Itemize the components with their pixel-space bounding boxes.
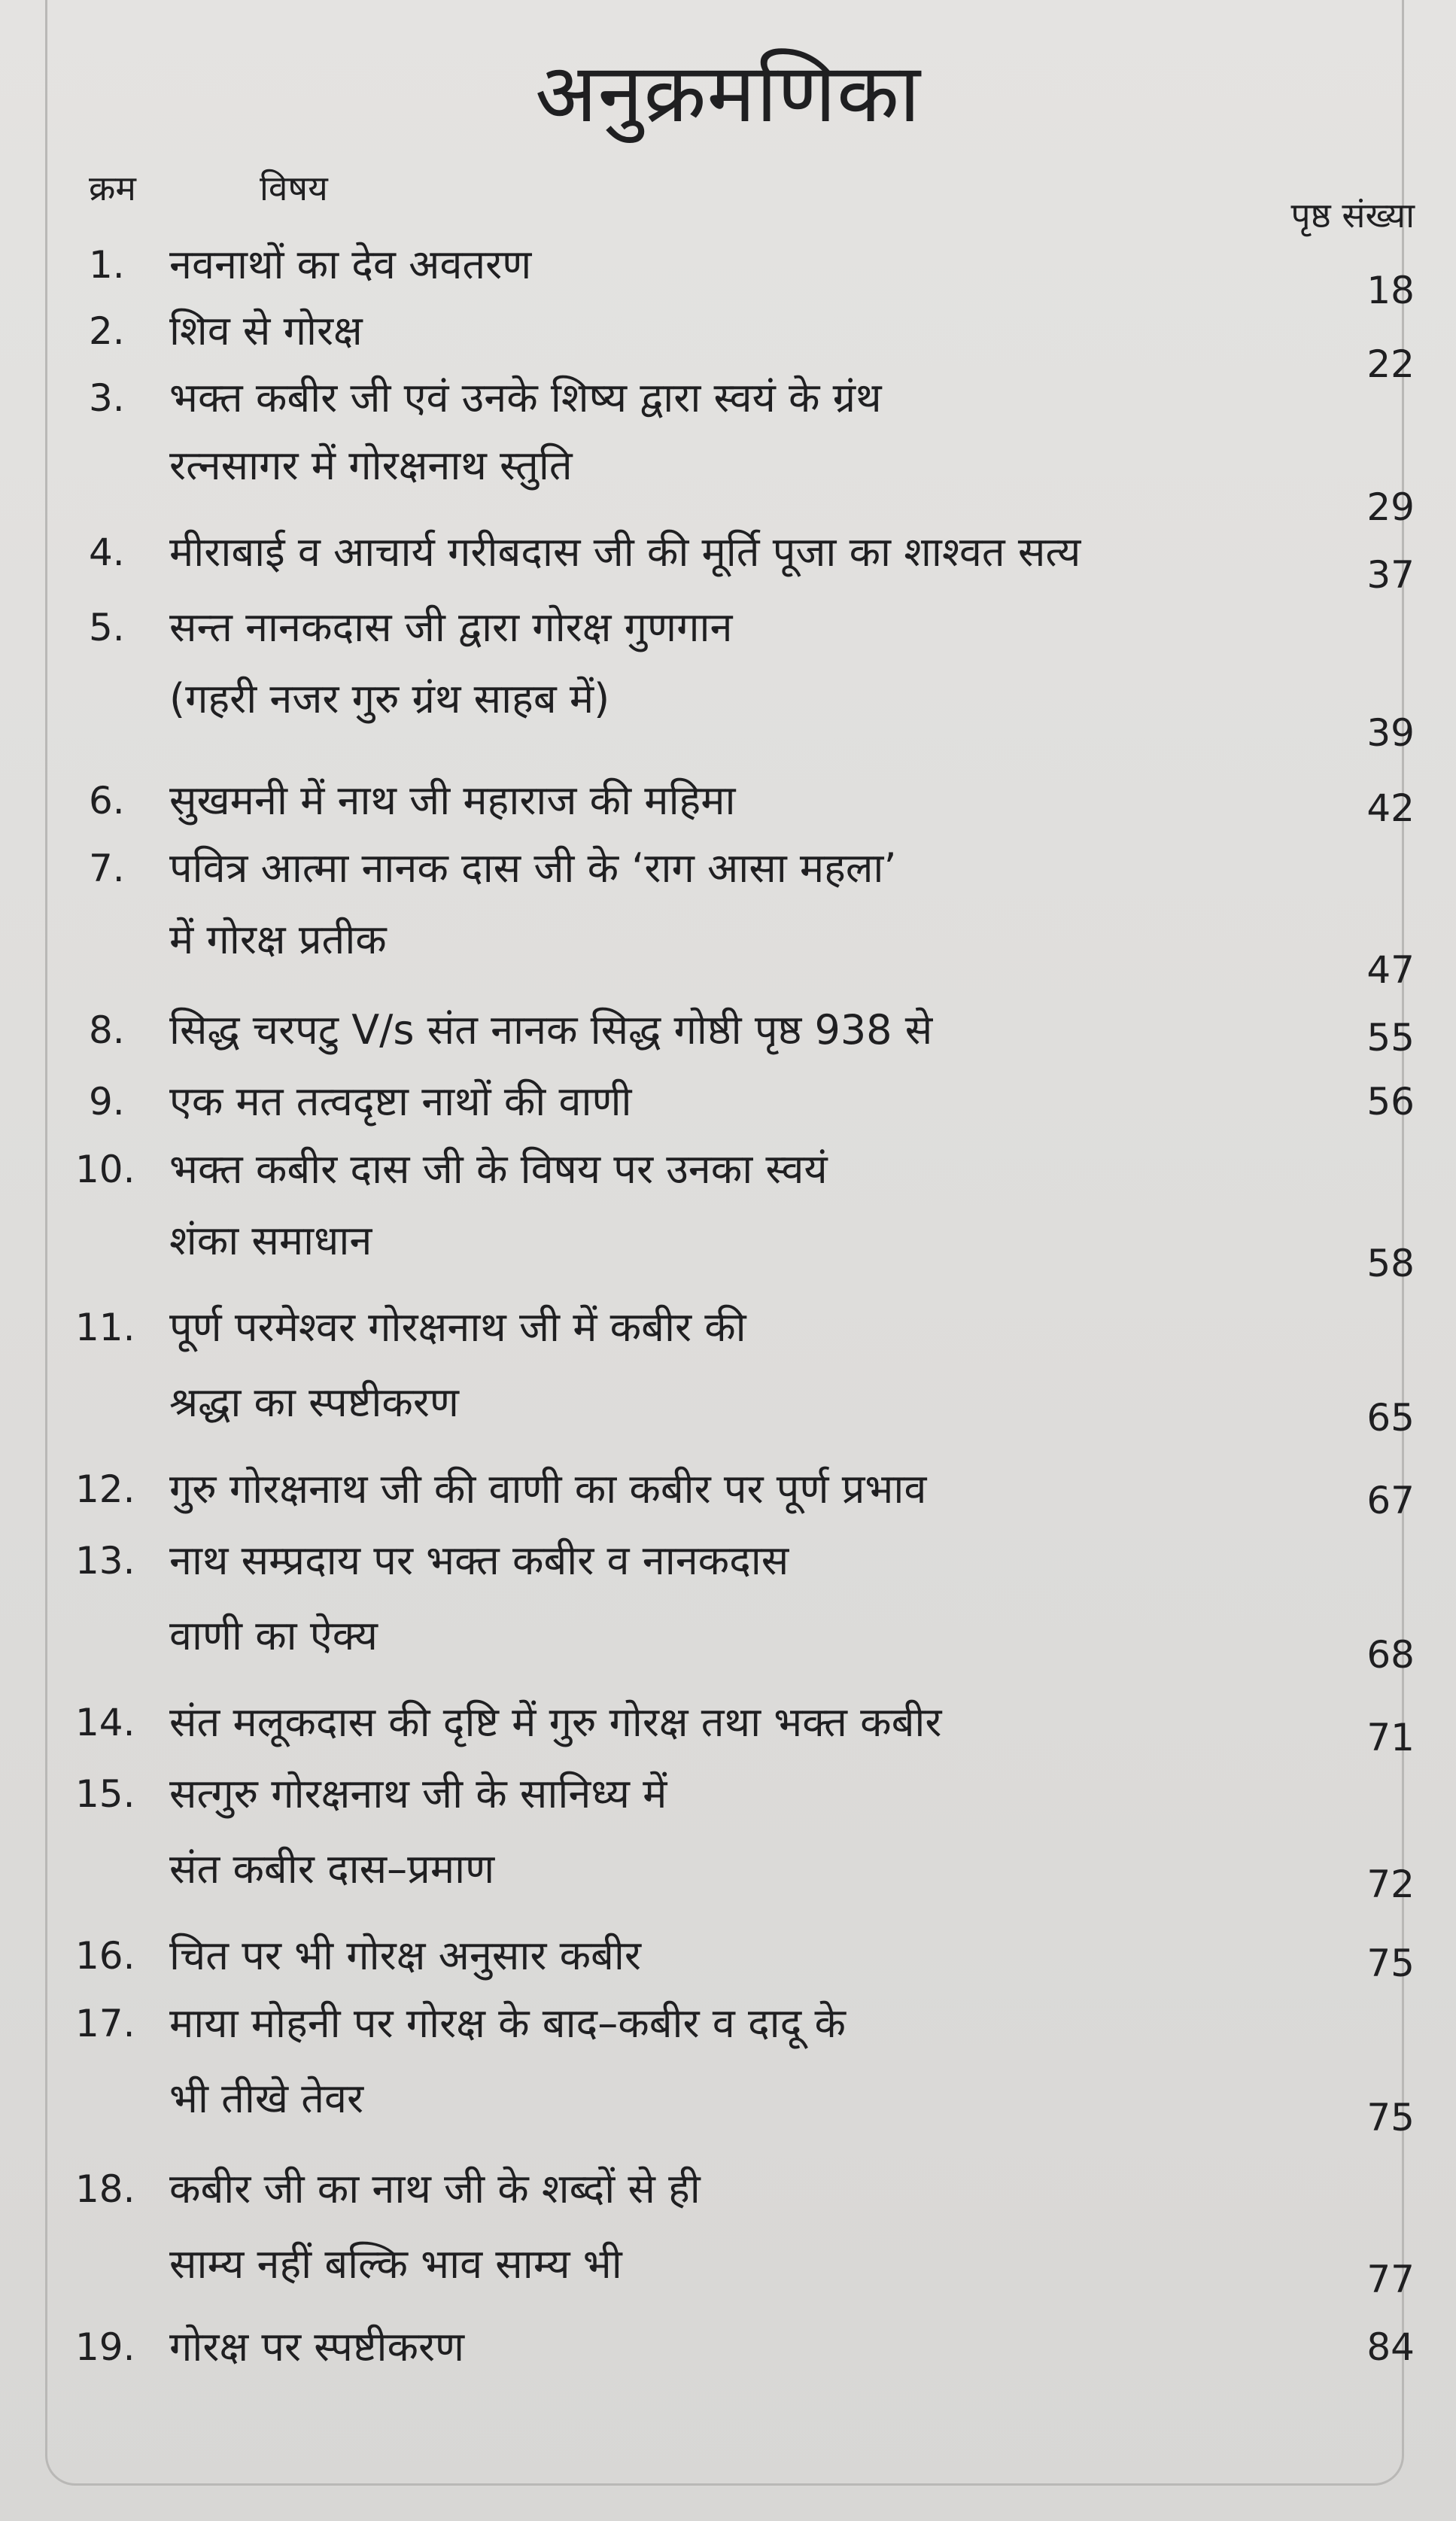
entry-title-line: रत्नसागर में गोरक्षनाथ स्तुति: [169, 442, 573, 489]
entry-page-number: 65: [1366, 1396, 1415, 1440]
entry-number: 18.: [75, 2167, 135, 2211]
entry-title-line: पूर्ण परमेश्वर गोरक्षनाथ जी में कबीर की: [169, 1303, 746, 1351]
entry-number: 17.: [75, 2002, 135, 2045]
entry-page-number: 55: [1366, 1016, 1415, 1060]
entry-number: 6.: [89, 779, 125, 823]
entry-number: 4.: [89, 531, 125, 574]
entry-page-number: 68: [1366, 1633, 1415, 1677]
entry-title-line: एक मत तत्वदृष्टा नाथों की वाणी: [169, 1078, 632, 1125]
entry-title-line: में गोरक्ष प्रतीक: [169, 916, 387, 963]
entry-title-line: गुरु गोरक्षनाथ जी की वाणी का कबीर पर पूर्ण प्रभाव: [169, 1465, 927, 1513]
entry-number: 8.: [89, 1008, 125, 1052]
entry-title-line: गोरक्ष पर स्पष्टीकरण: [169, 2323, 465, 2370]
entry-title-line: शंका समाधान: [169, 1217, 372, 1264]
entry-title-line: भी तीखे तेवर: [169, 2075, 364, 2122]
entry-title-line: नवनाथों का देव अवतरण: [169, 241, 532, 288]
entry-page-number: 71: [1366, 1716, 1415, 1759]
entry-title-line: वाणी का ऐक्य: [169, 1612, 378, 1659]
entry-page-number: 39: [1366, 711, 1415, 755]
entry-title-line: शिव से गोरक्ष: [169, 307, 363, 354]
entry-title-line: पवित्र आत्मा नानक दास जी के ‘राग आसा महला’: [169, 844, 897, 892]
entry-number: 16.: [75, 1934, 135, 1978]
entry-title-line: संत कबीर दास–प्रमाण: [169, 1845, 495, 1893]
entry-title-line: साम्य नहीं बल्कि भाव साम्य भी: [169, 2240, 622, 2288]
page-title: अनुक्रमणिका: [535, 47, 921, 141]
entry-title-line: कबीर जी का नाथ जी के शब्दों से ही: [169, 2165, 701, 2212]
entry-number: 5.: [89, 606, 125, 649]
entry-page-number: 67: [1366, 1479, 1415, 1522]
entry-number: 3.: [89, 376, 125, 420]
entry-page-number: 75: [1366, 1942, 1415, 1985]
entry-number: 12.: [75, 1467, 135, 1511]
entry-number: 10.: [75, 1148, 135, 1191]
entry-number: 13.: [75, 1539, 135, 1583]
entry-title-line: सन्त नानकदास जी द्वारा गोरक्ष गुणगान: [169, 604, 733, 651]
entry-page-number: 47: [1366, 948, 1415, 992]
entry-title-line: भक्त कबीर जी एवं उनके शिष्य द्वारा स्वयं के ग्रंथ: [169, 374, 882, 421]
entry-number: 7.: [89, 847, 125, 890]
entry-page-number: 42: [1366, 786, 1415, 830]
entry-page-number: 72: [1366, 1863, 1415, 1906]
entry-title-line: चित पर भी गोरक्ष अनुसार कबीर: [169, 1932, 641, 1979]
entry-title-line: सत्गुरु गोरक्षनाथ जी के सानिध्य में: [169, 1770, 667, 1817]
entry-title-line: नाथ सम्प्रदाय पर भक्त कबीर व नानकदास: [169, 1537, 789, 1584]
entry-page-number: 22: [1366, 342, 1415, 386]
entry-number: 1.: [89, 243, 125, 287]
entry-title-line: संत मलूकदास की दृष्टि में गुरु गोरक्ष तथा भक्त कबीर: [169, 1698, 942, 1746]
entry-title-line: सुखमनी में नाथ जी महाराज की महिमा: [169, 777, 736, 824]
entry-number: 15.: [75, 1772, 135, 1816]
header-page: पृष्ठ संख्या: [1290, 195, 1415, 236]
entry-number: 9.: [89, 1080, 125, 1124]
entry-page-number: 37: [1366, 553, 1415, 597]
entry-title-line: मीराबाई व आचार्य गरीबदास जी की मूर्ति पूजा का शाश्वत सत्य: [169, 528, 1081, 576]
entry-page-number: 75: [1366, 2096, 1415, 2139]
entry-page-number: 56: [1366, 1080, 1415, 1124]
entry-title-line: सिद्ध चरपटु V/s संत नानक सिद्ध गोष्ठी पृष्ठ 938 से: [169, 1006, 933, 1054]
entry-page-number: 84: [1366, 2325, 1415, 2369]
header-subject: विषय: [260, 168, 328, 208]
entry-number: 19.: [75, 2325, 135, 2369]
entry-title-line: श्रद्धा का स्पष्टीकरण: [169, 1379, 459, 1426]
entry-page-number: 77: [1366, 2258, 1415, 2301]
entry-page-number: 58: [1366, 1242, 1415, 1285]
entry-title-line: माया मोहनी पर गोरक्ष के बाद–कबीर व दादू के: [169, 1999, 846, 2047]
entry-page-number: 18: [1366, 269, 1415, 312]
entry-number: 11.: [75, 1306, 135, 1349]
entry-number: 14.: [75, 1701, 135, 1744]
entry-number: 2.: [89, 309, 125, 353]
entry-page-number: 29: [1366, 485, 1415, 529]
entry-title-line: भक्त कबीर दास जी के विषय पर उनका स्वयं: [169, 1145, 828, 1193]
header-serial: क्रम: [89, 168, 136, 208]
entry-title-line: (गहरी नजर गुरु ग्रंथ साहब में): [169, 675, 610, 722]
